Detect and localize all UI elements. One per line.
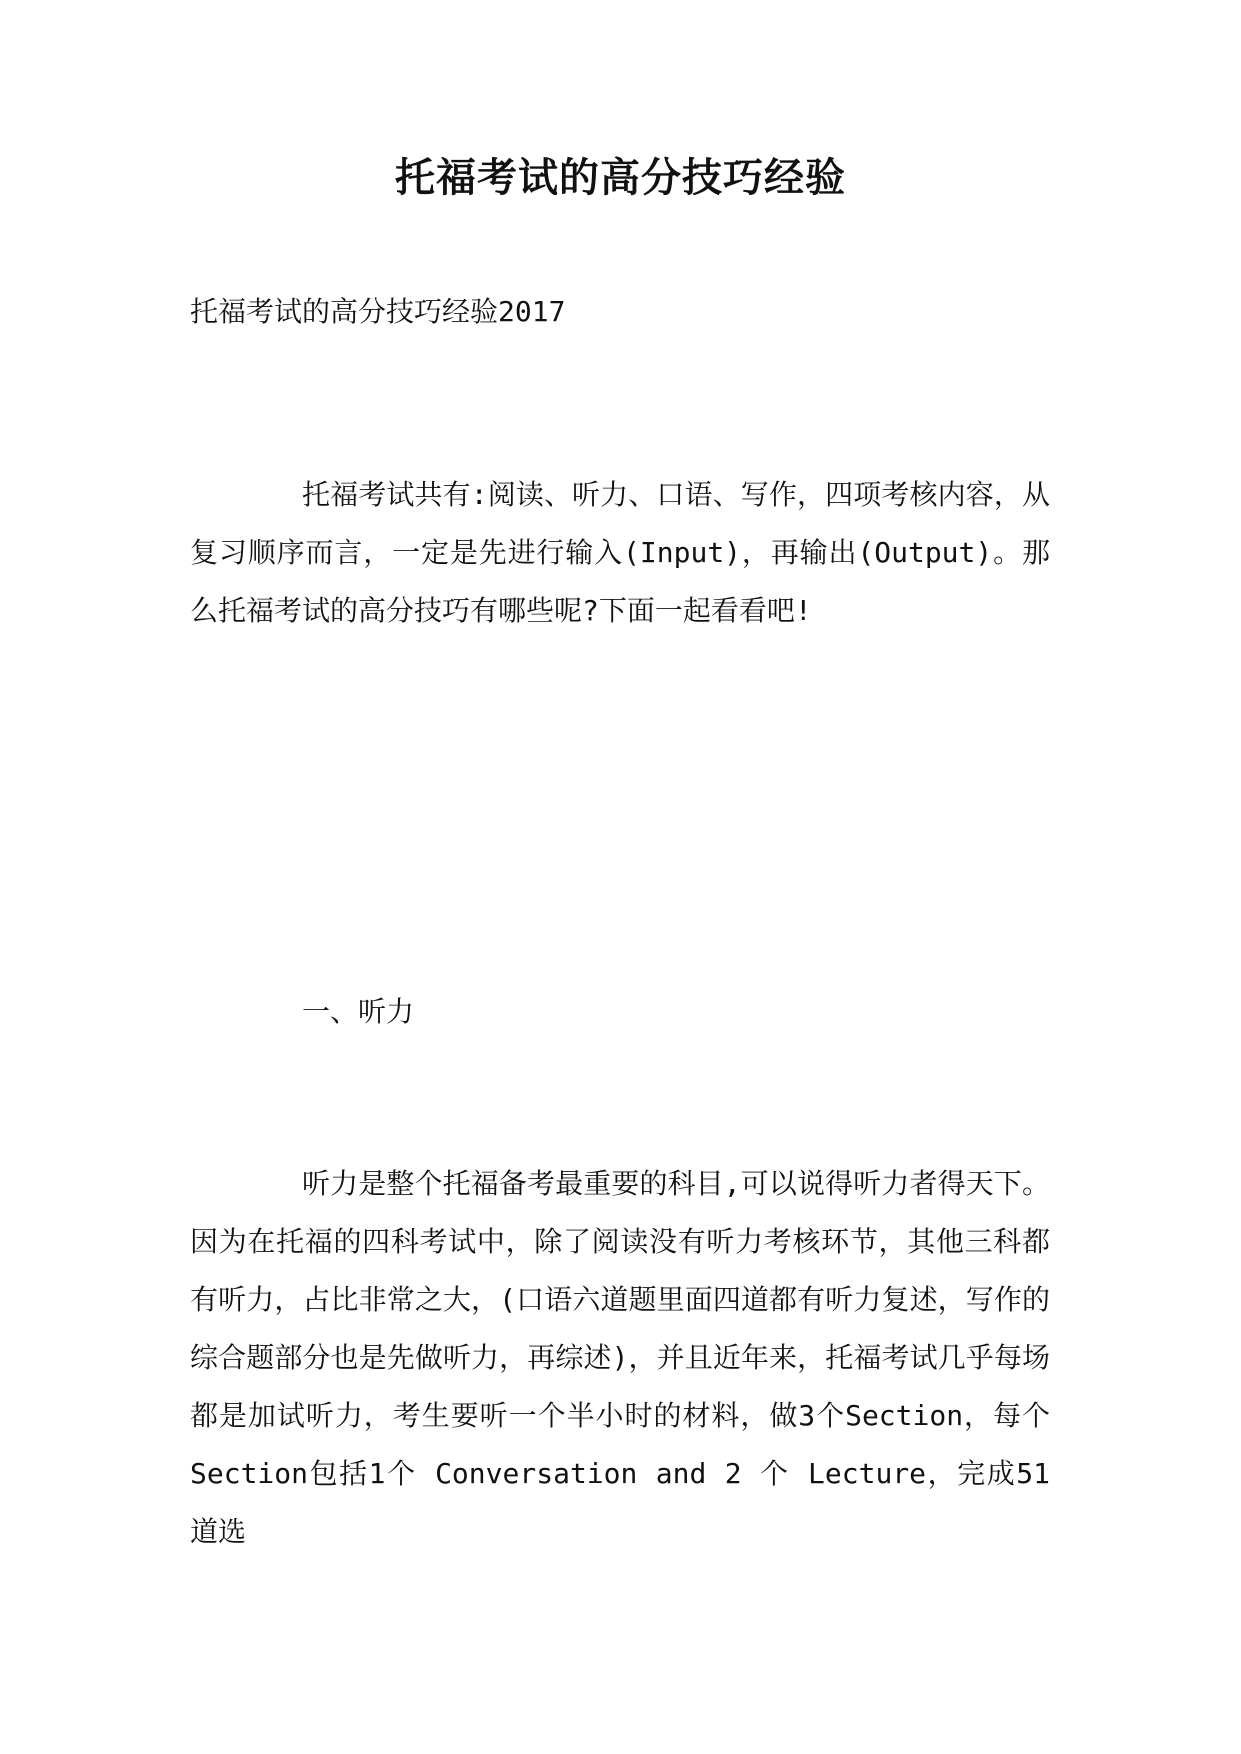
intro-paragraph: 托福考试共有:阅读、听力、口语、写作，四项考核内容，从复习顺序而言，一定是先进行输入(Input)，再输出(Output)。那么托福考试的高分技巧有哪些呢?下面一起看看吧!: [190, 478, 1050, 627]
listening-paragraph: 听力是整个托福备考最重要的科目,可以说得听力者得天下。因为在托福的四科考试中，除了阅读没有听力考核环节，其他三科都有听力，占比非常之大，(口语六道题里面四道都有听力复述，写作的综合题部分也是先做听力，再综述)，并且近年来，托福考试几乎每场都是加试听力，考生要听一个半小时的材料，做3个Section，每个 Section包括1个 Conversation and 2 个 Lecture，完成51道选: [190, 1167, 1050, 1548]
document-title: 托福考试的高分技巧经验: [395, 154, 846, 201]
document-subtitle: 托福考试的高分技巧经验2017: [190, 295, 566, 328]
section-heading-listening: 一、听力: [302, 995, 415, 1028]
